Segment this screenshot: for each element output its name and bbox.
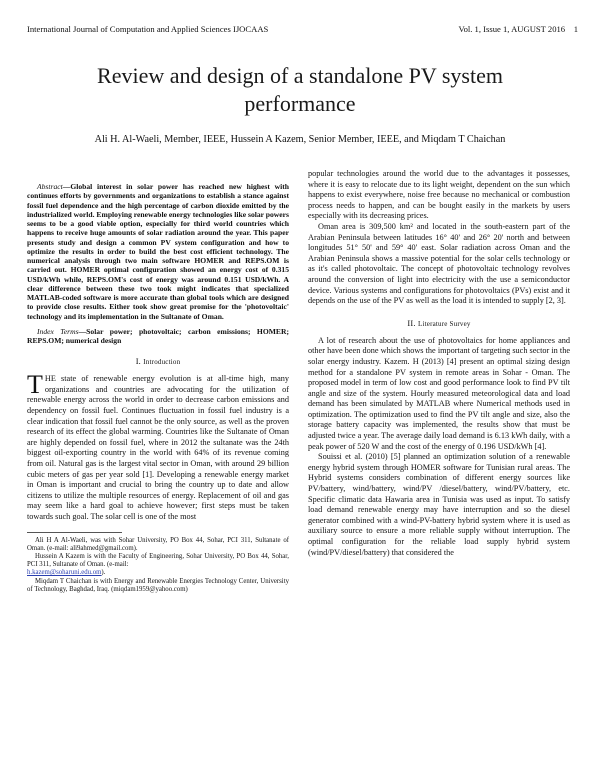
- email-link[interactable]: h.kazem@soharuni.edu.om: [27, 569, 102, 577]
- section-heading-introduction: [27, 357, 289, 366]
- issue-info: Vol. 1, Issue 1, AUGUST 2016: [458, 24, 566, 34]
- footnote-author-1: Ali H A Al-Waeli, was with Sohar University, PO Box 44, Sohar, PCI 311, Sultanate of Oman. (e-mail: ali9ahmed@gmail.com).: [27, 536, 289, 552]
- right-column: [308, 169, 570, 558]
- drop-cap: T: [27, 370, 43, 400]
- literature-paragraph-2: Souissi et al. (2010) [5] planned an optimization solution of a renewable energy hybrid system through HOMER software for Tunisian rural areas. The Hybrid systems considers combination of different energy sources like PV/battery, wind/battery, wind/PV /diesel/battery, wind/PV/battery, etc. Specific climatic data Hawaria area in Tunisia was used as input. To satisfy load demand renewable energy may have interruption and so the diesel generator combined with a wind-PV-battery hybrid system where it is used as auxiliary source to ensure a more reliable supply without interruption. The optimal configuration for the reliable load supply hybrid system (wind/PV/diesel/battery) that considered the: [308, 452, 570, 557]
- intro-text: HE state of renewable energy evolution is at all-time high, many organizations and countries are advocating for the utilization of renewable energy across the world in order to decrease carbon emissions and dependency on fossil fuel. Continues fluctuation in fossil fuel industry is a clear indication that fossil fuel cannot be the only source, as well as the proven research of its effect the global warming. Countries like the Sultanate of Oman are highly depended on fossil fuel, where in 2012 the sultanate was the 24th biggest oil-exporting country in the world with 64% of its revenue coming from oil. Natural gas is the largest vital sector in Oman, with around 29 billion cubic meters of gas per year sold [1]. Developing a renewable energy market in Oman is important and crucial to bring the country up to date and allow citizens to utilize the multiple resources of energy. Replacement of oil and gas may seem like a hard goal to achieve however; first steps must be taken towards such goal. The solar cell is one of the most: [27, 374, 289, 521]
- intro-paragraph: [27, 370, 289, 522]
- index-terms-text: —Solar power; photovoltaic; carbon emissions; HOMER; REPS.OM; numerical design: [27, 326, 289, 345]
- abstract-text: —Global interest in solar power has reached new highest with continues efforts by governments and organizations to establish a stance against fossil fuel dependence and the high percentage of carbon dioxide emitted by the industrialized world. Employing renewable energy technologies like solar powers seems to be a good viable option, especially for third world countries which happens to receive huge amounts of solar radiation around the year. This paper presents study and design a common PV system configuration and how to optimize the results in order to build the best cost efficient technology. The numerical analysis through two main software HOMER and REPS.OM is carried out. HOMER optimal configuration showed an energy cost of 0.315 USD/kWh while, REPS.OM's cost of energy was around 0.151 USD/kWh. A clear difference between these two took might indicates that specialized MATLAB-coded software is more accurate than global tools which are designed to provide close results. Either took show great promise for the 'photovoltaic' technology and its implementation in the Sultanate of Oman.: [27, 182, 289, 321]
- section-number: I.: [135, 357, 141, 367]
- section-title: Literature Survey: [418, 319, 471, 328]
- footnote-author-2-end: ).: [101, 569, 106, 577]
- abstract: [27, 182, 289, 321]
- index-terms: [27, 327, 289, 346]
- issue-and-page: [458, 24, 578, 34]
- author-list: Ali H. Al-Waeli, Member, IEEE, Hussein A Kazem, Senior Member, IEEE, and Miqdam T Chaichan: [94, 134, 506, 145]
- section-heading-literature-survey: [308, 319, 570, 328]
- footnote-divider: [27, 532, 122, 533]
- left-column: [27, 182, 289, 594]
- intro-continued-paragraph: popular technologies around the world due to the advantages it possesses, where it is easy to relocate due to its light weight, dependent on the sun which happens to exist everywhere, noise free because no mechanical or combustion process needs to happen, and can be bought easily in the markets by users especially with its decreasing prices.: [308, 169, 570, 221]
- footnote-author-2: [27, 553, 289, 578]
- index-terms-lead: Index Terms: [37, 326, 79, 336]
- section-title: Introduction: [143, 358, 181, 367]
- journal-name: International Journal of Computation and Applied Sciences IJOCAAS: [27, 24, 269, 34]
- abstract-lead: Abstract: [37, 182, 63, 191]
- footnote-author-2-text: Hussein A Kazem is with the Faculty of Engineering, Sohar University, PO Box 44, Sohar, PCI 311, Sultanate of Oman. (e-mail:: [27, 552, 289, 569]
- oman-area-paragraph: Oman area is 309,500 km² and located in the south-eastern part of the Arabian Peninsula between latitudes 16° 40' and 26° 20' north and between longitudes 51° 50' and 59° 40' east. Solar radiation across Oman and the Arabian Peninsula shows a massive potential for the solar cells technology or as it's called photovoltaic. The concept of photovoltaic technology revolves around the conversion of light into electricity with the use a semiconductor device. Various systems and configurations for photovoltaics (PVs) exist and it depends on the use of the PV as well as the load it is intended to supply [2, 3].: [308, 221, 570, 306]
- page-number: 1: [573, 24, 578, 34]
- paper-title: Review and design of a standalone PV system performance: [97, 63, 503, 116]
- section-number: II.: [407, 318, 416, 328]
- literature-paragraph-1: A lot of research about the use of photovoltaics for home appliances and other have been done which shows the important of targeting such sector in the solar energy industry. Kazem. H (2013) [4] present an optimal sizing design method for a standalone PV system in remote areas in Sohar - Oman. The proposed model in term of low cost and good performance look to find PV tilt angle and size of the system. Hourly measured meteorological data and load demand has been simulated by MATLAB where Numerical methods used in optimization. The optimization used to find the PV tilt angle and size, also the storage battery capacity was implemented, the results show that must be adjusted twice a year. The average daily load demand is 6.13 kWh daily, with a peak power of 520 W and the cost of the energy of 0.196 USD/kWh [4].: [308, 335, 570, 451]
- footnote-author-3: Miqdam T Chaichan is with Energy and Renewable Energies Technology Center, University of Technology, Baghdad, Iraq. (miqdam1959@yahoo.com): [27, 577, 289, 593]
